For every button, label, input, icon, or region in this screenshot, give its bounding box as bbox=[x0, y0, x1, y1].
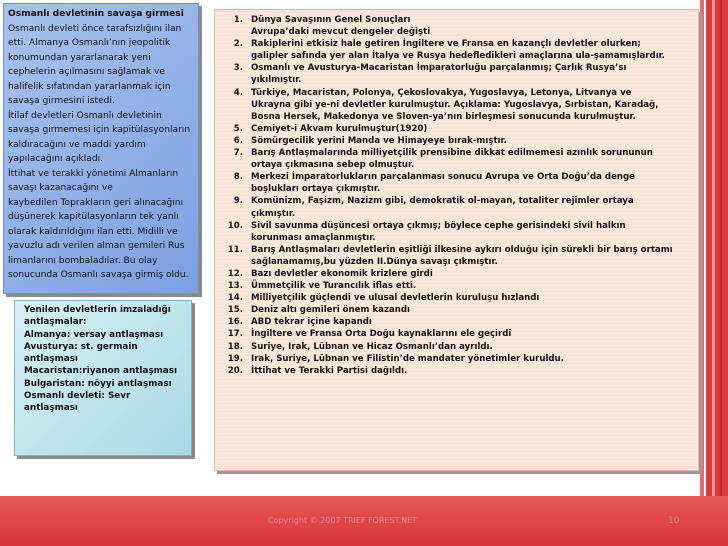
list-item bbox=[219, 268, 694, 280]
list-item-text: Ukrayna gibi ye-ni devletler kurulmuştur. Açıklama: Yugoslavya, Sırbistan, Karadağ, bbox=[251, 99, 659, 110]
list-item-text: sağlanamamış,bu yüzden II.Dünya savaşı çıkmıştır. bbox=[251, 256, 498, 267]
list-item-number: 6. bbox=[233, 135, 243, 146]
list-item-text: Komünizm, Faşizm, Nazizm gibi, demokratik ol-mayan, totaliter rejimler ortaya bbox=[251, 196, 634, 207]
list-item-text: Türkiye, Macaristan, Polonya, Çekoslovakya, Yugoslavya, Letonya, Litvanya ve bbox=[251, 87, 632, 98]
ottoman-entry-textbox bbox=[3, 3, 199, 294]
page-number: 10 bbox=[668, 516, 680, 526]
list-item-number: 11. bbox=[227, 244, 243, 255]
list-item-number: 14. bbox=[227, 293, 243, 304]
treaties-line: Macaristan:riyanon antlaşması bbox=[24, 366, 177, 377]
list-item-text: Bazı devletler ekonomik krizlere girdi bbox=[251, 268, 433, 279]
list-item bbox=[219, 316, 694, 328]
list-item bbox=[219, 365, 694, 377]
footer-copyright: Copyright © 2007 TRIEF FOREST.NET bbox=[268, 516, 418, 525]
list-item-text: Bosna Hersek, Makedonya ve Sloven-ya’nın birleşmesi sonucunda kurulmuştur. bbox=[251, 111, 636, 122]
list-item-text: Avrupa’daki mevcut dengeler değişti bbox=[251, 27, 431, 38]
list-item-text: Barış Antlaşmaları devletlerin eşitliği ilkesine aykırı olduğu için sürekli bir barış ortamı bbox=[251, 244, 673, 255]
list-item-text: Irak, Suriye, Lübnan ve Filistin’de mandater yönetimler kuruldu. bbox=[251, 353, 564, 364]
list-item-text: yıkılmıştır. bbox=[251, 75, 302, 86]
list-item-number: 20. bbox=[227, 365, 243, 376]
list-item-text: Suriye, Irak, Lübnan ve Hicaz Osmanlı’dan ayrıldı. bbox=[251, 341, 493, 352]
list-item-text: ortaya çıkmasına sebep olmuştur. bbox=[251, 160, 415, 171]
list-item-text: Milliyetçilik güçlendi ve ulusal devletlerin kuruluşu hızlandı bbox=[251, 293, 540, 304]
list-item-text: Sivil savunma düşüncesi ortaya çıkmış; böylece cephe gerisindeki sivil halkın bbox=[251, 220, 626, 231]
list-item-text: Cemiyet-i Akvam kurulmuştur(1920) bbox=[251, 123, 428, 134]
list-item-number: 5. bbox=[233, 123, 243, 134]
list-item-number: 18. bbox=[227, 341, 243, 352]
list-item bbox=[219, 341, 694, 353]
textbox-body: Osmanlı devleti önce tarafsızlığını ilan etti. Almanya Osmanlı’nın jeopolitik konumundan yararlanarak yeni cephelerin açılmasını sağlamak ve halifelik sıfatından yararlanmak için savaşa girmesini istedi. İtilaf devletleri Osmanlı devletinin savaşa girmemesi için kapitülasyonların kaldıracağını ve maddi yardım yapılacağını açıkladı. İttihat ve terakki yönetimi Almanların savaşı kazanacağını ve kaybedilen Toprakların geri alınacağını düşünerek kapitülasyonların tek yanlı olarak kaldırıldığını ilan etti. Midilli ve yavuzlu adı verilen alman gemileri Rus limanlarını bombaladılar. Bu olay sonucunda Osmanlı savaşa girmiş oldu. bbox=[8, 23, 191, 280]
list-item bbox=[219, 244, 694, 268]
list-item-text: Ümmetçilik ve Turancılık iflas etti. bbox=[251, 281, 417, 292]
list-item-number: 4. bbox=[233, 87, 243, 98]
decorative-stripe bbox=[720, 0, 722, 546]
list-item-text: Rakiplerini etkisiz hale getiren İngiltere ve Fransa en kazançlı devletler olurken; bbox=[251, 39, 641, 50]
list-item bbox=[219, 87, 694, 123]
list-item-number: 7. bbox=[233, 148, 243, 159]
list-item-text: İttihat ve Terakki Partisi dağıldı. bbox=[251, 365, 408, 376]
list-item-text: Deniz altı gemileri önem kazandı bbox=[251, 305, 410, 316]
decorative-stripe bbox=[706, 0, 728, 546]
list-item-number: 1. bbox=[233, 15, 243, 25]
decorative-stripe bbox=[700, 0, 704, 546]
list-item bbox=[219, 220, 694, 244]
list-item bbox=[219, 292, 694, 304]
list-item bbox=[219, 328, 694, 340]
treaties-line: Avusturya: st. germain antlaşması bbox=[24, 341, 138, 365]
list-item-number: 3. bbox=[233, 63, 243, 74]
list-item-number: 13. bbox=[227, 281, 243, 292]
decorative-stripe bbox=[712, 0, 715, 546]
war-results-list bbox=[214, 9, 699, 471]
list-item-text: galipler safında yer alan İtalya ve Rusya hedefledikleri amaçlarına ula-şamamışlardır. bbox=[251, 51, 665, 62]
textbox-title: Osmanlı devletinin savaşa girmesi bbox=[8, 9, 184, 19]
list-item bbox=[219, 123, 694, 135]
treaties-line: Yenilen devletlerin imzaladığı antlaşmalar: bbox=[24, 305, 171, 328]
list-item-number: 2. bbox=[233, 39, 243, 50]
list-item-number: 10. bbox=[227, 220, 243, 231]
list-item-text: Barış Antlaşmalarında milliyetçilik prensibine dikkat edilmemesi azınlık sorununun bbox=[251, 148, 653, 159]
list-item bbox=[219, 14, 694, 38]
list-item bbox=[219, 304, 694, 316]
list-item-number: 17. bbox=[227, 329, 243, 340]
list-item-text: ABD tekrar içine kapandı bbox=[251, 317, 372, 328]
list-item bbox=[219, 171, 694, 195]
list-item-text: İngiltere ve Fransa Orta Doğu kaynaklarını ele geçirdi bbox=[251, 329, 512, 340]
list-item-number: 15. bbox=[227, 305, 243, 316]
list-item bbox=[219, 353, 694, 365]
list-item bbox=[219, 62, 694, 86]
treaties-line: Bulgaristan: nöyyi antlaşması bbox=[24, 378, 172, 389]
list-item-number: 19. bbox=[227, 353, 243, 364]
list-item-number: 9. bbox=[233, 196, 243, 207]
treaties-textbox bbox=[14, 300, 192, 456]
list-item bbox=[219, 38, 694, 62]
list-item-text: Osmanlı ve Avusturya-Macaristan İmparatorluğu parçalanmış; Çarlık Rusya’sı bbox=[251, 63, 627, 74]
list-item bbox=[219, 195, 694, 219]
list-item bbox=[219, 135, 694, 147]
list-item-text: çıkmıştır. bbox=[251, 208, 296, 219]
list-item-number: 8. bbox=[233, 172, 243, 183]
list-item-text: Sömürgecilik yerini Manda ve Himayeye bırak-mıştır. bbox=[251, 135, 507, 146]
list-item-number: 12. bbox=[227, 268, 243, 279]
list-item bbox=[219, 280, 694, 292]
list-item-text: korunması amaçlanmıştır. bbox=[251, 232, 376, 243]
list-item bbox=[219, 147, 694, 171]
list-item-number: 16. bbox=[227, 317, 243, 328]
treaties-line: Almanya: versay antlaşması bbox=[24, 329, 164, 340]
list-item-text: Dünya Savaşının Genel Sonuçları bbox=[251, 15, 411, 25]
list-item-text: boşlukları ortaya çıkmıştır. bbox=[251, 184, 381, 195]
list-item-text: Merkezi İmparatorlukların parçalanması sonucu Avrupa ve Orta Doğu’da denge bbox=[251, 172, 635, 183]
treaties-line: Osmanlı devleti: Sevr antlaşması bbox=[24, 391, 131, 414]
